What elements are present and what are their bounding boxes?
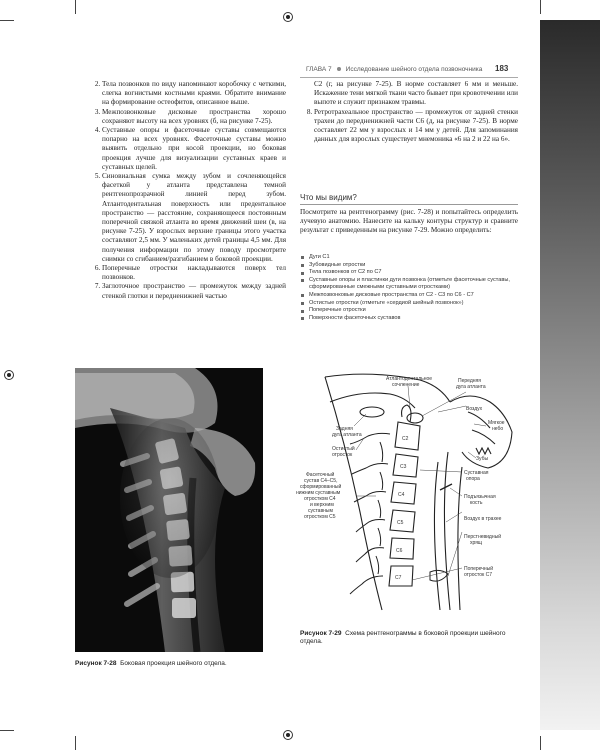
running-head: [306, 66, 514, 73]
registration-mark-icon: [4, 370, 14, 380]
label-hyoid-2: кость: [470, 500, 483, 506]
label-posterior-arch: Задняя: [336, 426, 353, 432]
crop-mark: [540, 736, 541, 750]
label-hyoid: Подъязычная: [464, 494, 496, 500]
label-c4: C4: [398, 492, 405, 498]
label-posterior-arch-2: дуга атланта: [332, 432, 362, 438]
label-facet-4: нижним суставным: [296, 490, 341, 496]
continued-paragraph: C2 (г, на рисунке 7-25). В норме составляет 6 мм и меньше. Искажение тени мягкой ткани часто бывает при кровотечении или выпоте и служит признаком травмы.: [314, 80, 518, 107]
xray-drawing: [75, 368, 263, 652]
label-facet-1: Фасеточный: [306, 472, 335, 478]
label-air-top: Воздух: [466, 406, 483, 412]
label-transverse-2: отросток C7: [464, 572, 493, 578]
label-cricoid: Перстневидный: [464, 534, 502, 540]
page-number: 183: [495, 64, 509, 73]
label-air-trachea: Воздух в трахее: [464, 516, 502, 522]
checklist-item: Поперечные отростки: [300, 307, 522, 315]
label-spinous-2: отросток: [332, 452, 353, 458]
registration-mark-icon: [283, 730, 293, 740]
label-facet-2: сустав C4–C5,: [304, 478, 338, 484]
label-facet-3: сформированный: [300, 484, 342, 490]
label-facet-7: суставным: [308, 508, 333, 514]
checklist-item: Остистые отростки (отметьте «сердиой шейный позвонок»): [300, 300, 522, 308]
crop-mark: [75, 0, 76, 14]
chapter-label: ГЛАВА 7: [306, 66, 332, 73]
intro-paragraph: Посмотрите на рентгенограмму (рис. 7-28) и попытайтесь определить лучевую анатомию. Нанесите на кальку контуры структур и сравните результат с приведенным на рисунке 7-29. Можно определить:: [300, 208, 518, 235]
label-spinous: Остистый: [332, 446, 355, 452]
checklist-item: Межпозвонковые дисковые пространства от C2 - C3 по C6 - C7: [300, 292, 522, 300]
label-anterior-arch-2: дуга атланта: [456, 384, 486, 390]
xray-image: [75, 368, 263, 652]
separator-dot-icon: [337, 67, 341, 71]
label-teeth: Зубы: [476, 456, 489, 462]
label-facet-5: отростком C4: [304, 496, 336, 502]
label-soft-palate: Мягкое: [488, 420, 505, 426]
crop-mark: [0, 730, 14, 731]
numbered-list: [88, 80, 286, 301]
crop-mark: [540, 0, 541, 14]
section-rule: [300, 204, 518, 205]
label-articular-2: опора: [466, 476, 480, 482]
checklist-item: Зубовидные отростки: [300, 262, 522, 270]
checklist-item: Дуги C1: [300, 254, 522, 262]
label-c7: C7: [395, 575, 402, 581]
registration-mark-icon: [283, 12, 293, 22]
diagram-drawing: [290, 372, 528, 612]
chapter-title: Исследование шейного отдела позвоночника: [345, 66, 483, 73]
figure-28-caption: [75, 660, 295, 668]
label-anterior-arch: Передняя: [458, 378, 481, 384]
label-articular: Суставная: [464, 470, 489, 476]
crop-mark: [0, 20, 14, 21]
label-facet-6: и верхним: [310, 502, 334, 508]
checklist-item: Поверхности фасеточных суставов: [300, 315, 522, 323]
cervical-spine-diagram: [290, 372, 528, 612]
label-c3: C3: [400, 464, 407, 470]
section-title: Что мы видим?: [300, 193, 357, 202]
list-item: 3. Межпозвонковые дисковые пространства хорошо сохраняют высоту на всех уровнях (б, на рисунке 7-25).: [102, 108, 286, 126]
label-c6: C6: [396, 548, 403, 554]
list-item: 5. Синовиальная сумка между зубом и сочленяющейся фасеткой у атланта представлена темной рентгенопрозрачной линией перед зубом. Атлантодентальная поверхность или предентальное пространство — расстояние, сохраняющееся постоянным поперечной связкой атланта во время движений шеи (в, на рисунке 7-25). У взрослых верхние границы этого участка составляют 2,5 мм. У маленьких детей границы 4,5 мм. Для получения информации по этому поводу просмотрите снимки со сгибанием/разгибанием в боковой проекции.: [102, 172, 286, 264]
label-soft-palate-2: небо: [492, 426, 504, 432]
list-item: 4. Суставные опоры и фасеточные суставы совмещаются попарно на всех уровнях. Фасеточные суставы можно выявить отдельно при косой проекции, но боковая проекция лучше для визуализации суставных краев и суставных щелей.: [102, 126, 286, 172]
label-atlantodental-2: сочленение: [392, 382, 420, 388]
crop-mark: [75, 736, 76, 750]
label-atlantodental: Атлантодентальное: [386, 376, 433, 382]
right-column: [300, 80, 518, 144]
label-facet-8: отростком C5: [304, 514, 336, 520]
label-transverse: Поперечный: [464, 566, 494, 572]
list-item: 2. Тела позвонков по виду напоминают коробочку с четкими, слегка вогнистыми костными краями. Обратите внимание на формирование остеофитов, описанное выше.: [102, 80, 286, 108]
chapter-tab-gradient: [540, 20, 600, 730]
list-item: 7. Заглоточное пространство — промежуток между задней стенкой глотки и передненижней частью: [102, 282, 286, 300]
numbered-list: [300, 108, 518, 145]
list-item: 8. Ретротрахеальное пространство — промежуток от задней стенки трахеи до передненижней части C6 (д, на рисунке 7-25). В норме составляет 22 мм у взрослых и 14 мм у детей. Для запоминания данных для взрослых существует мнемоника «6 на 2 и 22 на 6».: [314, 108, 518, 145]
figure-29-label: Рисунок 7-29: [300, 630, 342, 637]
checklist-item: Суставные опоры и пластинки дуги позвонка (отметьте фасеточные суставы, сформированные смежными суставными отростками): [300, 277, 522, 292]
checklist: [300, 254, 522, 322]
label-cricoid-2: хрящ: [470, 540, 483, 546]
figure-29-text: Схема рентгенограммы в боковой проекции шейного отдела.: [300, 630, 506, 645]
figure-29-caption: [300, 630, 522, 646]
header-rule: [300, 77, 518, 78]
list-item: 6. Поперечные отростки накладываются поверх тел позвонков.: [102, 264, 286, 282]
label-c5: C5: [397, 520, 404, 526]
figure-28-text: Боковая проекция шейного отдела.: [120, 660, 227, 667]
figure-28-label: Рисунок 7-28: [75, 660, 117, 667]
left-column: [88, 80, 286, 301]
label-c2: C2: [402, 436, 409, 442]
checklist-item: Тела позвонков от C2 по C7: [300, 269, 522, 277]
